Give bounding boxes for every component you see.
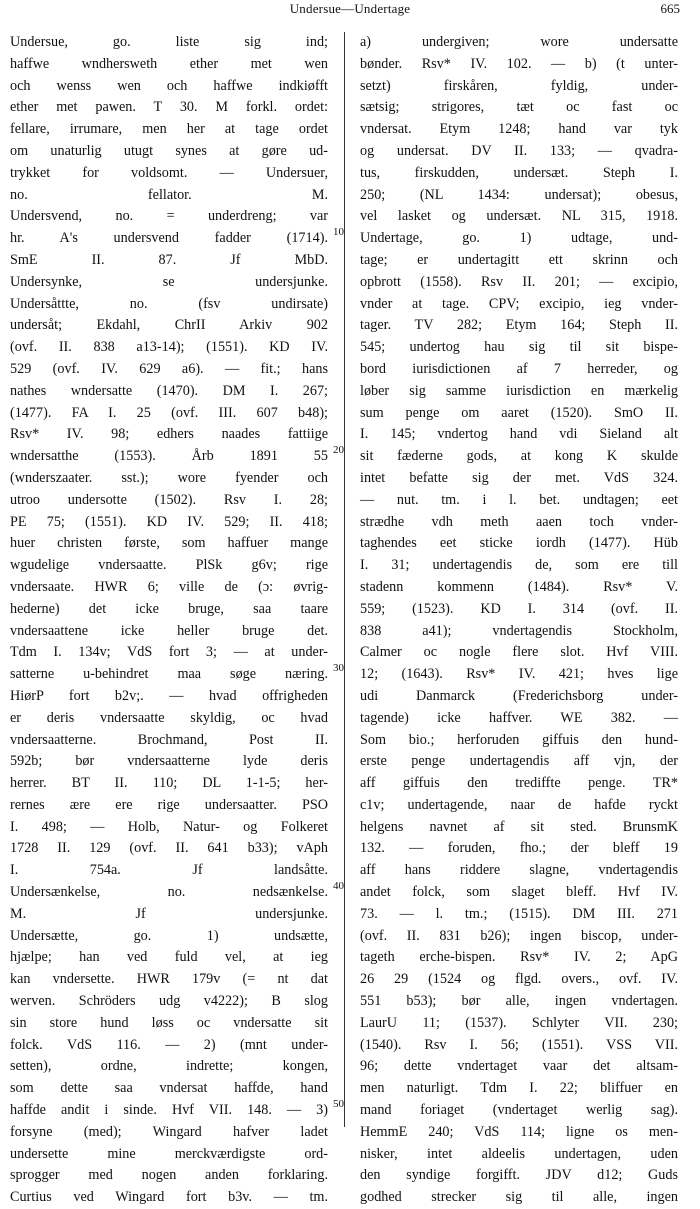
text-line: aff hans riddere slagne, vndertagendis (360, 862, 678, 879)
text-line: a) undergiven; wore undersatte (360, 34, 678, 50)
text-line: Undersænkelse, no. nedsænkelse. (10, 884, 328, 901)
text-line: 26 29 (1524 og flgd. overs., ovf. IV. (360, 971, 678, 988)
text-line: SmE II. 87. Jf MbD. (10, 251, 328, 268)
text-line: løber sig samme iurisdiction en mærkelig (360, 382, 678, 399)
text-line: 545; undertog hau sig til sit bispe- (360, 339, 678, 356)
text-line: tagende) icke haffver. WE 382. — (360, 709, 678, 726)
text-line: 12; (1643). Rsv* IV. 421; hves lige (360, 666, 678, 683)
text-line: tage; er undertagitt ett skrinn och (360, 251, 678, 268)
text-line: Curtius ved Wingard fort b3v. — tm. (10, 1189, 328, 1206)
text-line: Undersåttte, no. (fsv undirsate) (10, 295, 328, 312)
page-header (0, 0, 700, 20)
text-line: 838 a41); vndertagendis Stockholm, (360, 622, 678, 639)
text-line: wndersatthe (1553). Årb 1891 55 (10, 448, 328, 465)
text-line: vndersaatterne. Brochmand, Post II. (10, 731, 328, 748)
text-line: undersette mine merckværdigste ord- (10, 1145, 328, 1162)
text-line: HemmE 240; VdS 114; ligne os men- (360, 1123, 678, 1140)
text-line: erste penge undertagendis aff vjn, der (360, 753, 678, 770)
text-line: haffde andit i sinde. Hvf VII. 148. — 3) (10, 1102, 328, 1119)
text-line: hr. A's undersvend fadder (1714). (10, 230, 328, 247)
text-line: Undersætte, go. 1) undsætte, (10, 927, 328, 944)
text-line: herrer. BT II. 110; DL 1-1-5; her- (10, 775, 328, 792)
text-line: wgudelige vndersaatte. PlSk g6v; rige (10, 557, 328, 574)
text-line: bønder. Rsv* IV. 102. — b) (t unter- (360, 55, 678, 72)
text-line: — nut. tm. i l. bet. undtagen; eet (360, 491, 678, 508)
text-line: PE 75; (1551). KD IV. 529; II. 418; (10, 513, 328, 530)
text-line: satterne u-behindret maa søge næring. (10, 666, 328, 683)
text-line: 1728 II. 129 (ovf. II. 641 b33); vAph (10, 840, 328, 857)
text-line: den syndige forgifft. JDV d12; Guds (360, 1167, 678, 1184)
page-number: 665 (660, 1, 680, 16)
text-line: godhed strecker sig til alle, ingen (360, 1189, 678, 1206)
text-line: andet folck, som slaget bleff. Hvf IV. (360, 884, 678, 901)
text-line: helgens navnet af sit sted. BrunsmK (360, 818, 678, 835)
text-line: 529 (ovf. IV. 629 a6). — fit.; hans (10, 360, 328, 377)
text-line: Som bio.; herforuden giffuis den hund- (360, 731, 678, 748)
text-line: vel lasket og undersæt. NL 315, 1918. (360, 208, 678, 225)
text-line: men naturligt. Tdm I. 22; bliffuer en (360, 1080, 678, 1097)
text-line: vndersaattene icke heller bruge det. (10, 622, 328, 639)
text-line: Undersynke, se undersjunke. (10, 273, 328, 290)
text-line: er deris vndersaatte skyldig, oc hvad (10, 709, 328, 726)
text-line: som dette saa vndersat haffde, hand (10, 1080, 328, 1097)
text-line: LaurU 11; (1537). Schlyter VII. 230; (360, 1014, 678, 1031)
text-line: c1v; undertagende, naar de hafde ryckt (360, 796, 678, 813)
text-line: rernes ære ere rige undersaatter. PSO (10, 796, 328, 813)
text-line: Tdm I. 134v; VdS fort 3; — at under- (10, 644, 328, 661)
text-line: I. 145; vndertog hand vdi Sieland alt (360, 426, 678, 443)
text-line: och wenss wen och haffwe indkiøfft (10, 77, 328, 94)
text-line: forsyne (med); Wingard hafver ladet (10, 1123, 328, 1140)
text-line: mand foriaget (vndertaget werlig sag). (360, 1102, 678, 1119)
text-line: 559; (1523). KD I. 314 (ovf. II. (360, 600, 678, 617)
text-line: HiørP fort b2v;. — hvad offrigheden (10, 687, 328, 704)
text-line: hederne) det icke bruge, saa taare (10, 600, 328, 617)
text-line: sprogger med nogen anden forklaring. (10, 1167, 328, 1184)
text-line: fellare, irrumare, men her at tage ordet (10, 121, 328, 138)
text-line: sit fæderne gods, at kong K skulde (360, 448, 678, 465)
text-line: bord iurisdictionen af 7 herreder, og (360, 360, 678, 377)
text-line: setten), ordne, indrette; kongen, (10, 1058, 328, 1075)
text-line: udi Danmarck (Frederichsborg under- (360, 687, 678, 704)
text-line: (1540). Rsv I. 56; (1551). VSS VII. (360, 1036, 678, 1053)
text-line: tageth erche-bispen. Rsv* IV. 2; ApG (360, 949, 678, 966)
text-line: Undersue, go. liste sig ind; (10, 34, 328, 50)
text-line: tager. TV 282; Etym 164; Steph II. (360, 317, 678, 334)
text-line: (ovf. II. 831 b26); ingen biscop, under- (360, 927, 678, 944)
text-line: Calmer oc nogle flere slot. Hvf VIII. (360, 644, 678, 661)
text-line: vndersat. Etym 1248; hand var tyk (360, 121, 678, 138)
line-number-20: 20 (333, 444, 344, 456)
text-line: 132. — foruden, fho.; der bleff 19 (360, 840, 678, 857)
text-line: kan vndersette. HWR 179v (= nt dat (10, 971, 328, 988)
text-line: utroo undersotte (1502). Rsv I. 28; (10, 491, 328, 508)
text-line: no. fellator. M. (10, 186, 328, 203)
text-line: (1477). FA I. 25 (ovf. III. 607 b48); (10, 404, 328, 421)
text-line: nisker, intet aldeelis undertagen, uden (360, 1145, 678, 1162)
text-line: Undertage, go. 1) udtage, und- (360, 230, 678, 247)
text-line: 551 b53); bør alle, ingen vndertagen. (360, 993, 678, 1010)
text-line: vndersaate. HWR 6; ville de (ɔ: øvrig- (10, 578, 328, 595)
line-number-50: 50 (333, 1098, 344, 1110)
text-line: stadenn kommenn (1484). Rsv* V. (360, 578, 678, 595)
text-line: taghendes eet sticke iordh (1477). Hüb (360, 535, 678, 552)
text-line: 96; dette vndertaget vaar det altsam- (360, 1058, 678, 1075)
line-number-30: 30 (333, 662, 344, 674)
text-line: og undersat. DV II. 133; — qvadra- (360, 142, 678, 159)
text-line: vnder at tage. CPV; excipio, ieg vnder- (360, 295, 678, 312)
text-line: tus, firskudden, undersæt. Steph I. (360, 164, 678, 181)
text-line: werven. Schröders udg v4222); B slog (10, 993, 328, 1010)
text-line: trykket for voldsomt. — Undersuer, (10, 164, 328, 181)
text-line: haffwe wndhersweth ether met wen (10, 55, 328, 72)
line-number-10: 10 (333, 226, 344, 238)
text-line: intet befatte sig der met. VdS 324. (360, 469, 678, 486)
column-divider (344, 32, 345, 1127)
left-column (10, 32, 328, 1209)
text-line: M. Jf undersjunke. (10, 905, 328, 922)
text-line: 592b; bør vndersaatterne lyde deris (10, 753, 328, 770)
text-line: I. 31; undertagendis de, som ere till (360, 557, 678, 574)
text-line: sætsig; strigores, tæt oc fast oc (360, 99, 678, 116)
text-line: huer christen første, som haffuer mange (10, 535, 328, 552)
right-column (360, 32, 678, 1209)
text-line: Rsv* IV. 98; edhers naades fattiige (10, 426, 328, 443)
text-line: opbrott (1558). Rsv II. 201; — excipio, (360, 273, 678, 290)
text-line: setzt) firskåren, fyldig, under- (360, 77, 678, 94)
text-line: nathes wndersatte (1470). DM I. 267; (10, 382, 328, 399)
line-number-40: 40 (333, 880, 344, 892)
text-line: hjælpe; han ved fuld vel, at ieg (10, 949, 328, 966)
running-head: Undersue—Undertage (289, 1, 411, 16)
text-line: undersåt; Ekdahl, ChrII Arkiv 902 (10, 317, 328, 334)
text-line: 73. — l. tm.; (1515). DM III. 271 (360, 905, 678, 922)
text-line: sum penge om aaret (1520). SmO II. (360, 404, 678, 421)
text-line: aff giffuis den trediffte penge. TR* (360, 775, 678, 792)
text-line: Undersvend, no. = underdreng; var (10, 208, 328, 225)
text-line: ether met pawen. T 30. M forkl. ordet: (10, 99, 328, 116)
text-line: I. 498; — Holb, Natur- og Folkeret (10, 818, 328, 835)
text-line: strædhe vdh meth aaen toch vnder- (360, 513, 678, 530)
text-line: I. 754a. Jf landsåtte. (10, 862, 328, 879)
text-line: (wnderszaater. sst.); wore fyender och (10, 469, 328, 486)
text-line: om unaturlig utugt synes at gøre ud- (10, 142, 328, 159)
text-line: (ovf. II. 838 a13-14); (1551). KD IV. (10, 339, 328, 356)
text-line: folck. VdS 116. — 2) (mnt under- (10, 1036, 328, 1053)
text-line: sin store hund løss oc vndersatte sit (10, 1014, 328, 1031)
text-line: 250; (NL 1434: undersat); obesus, (360, 186, 678, 203)
